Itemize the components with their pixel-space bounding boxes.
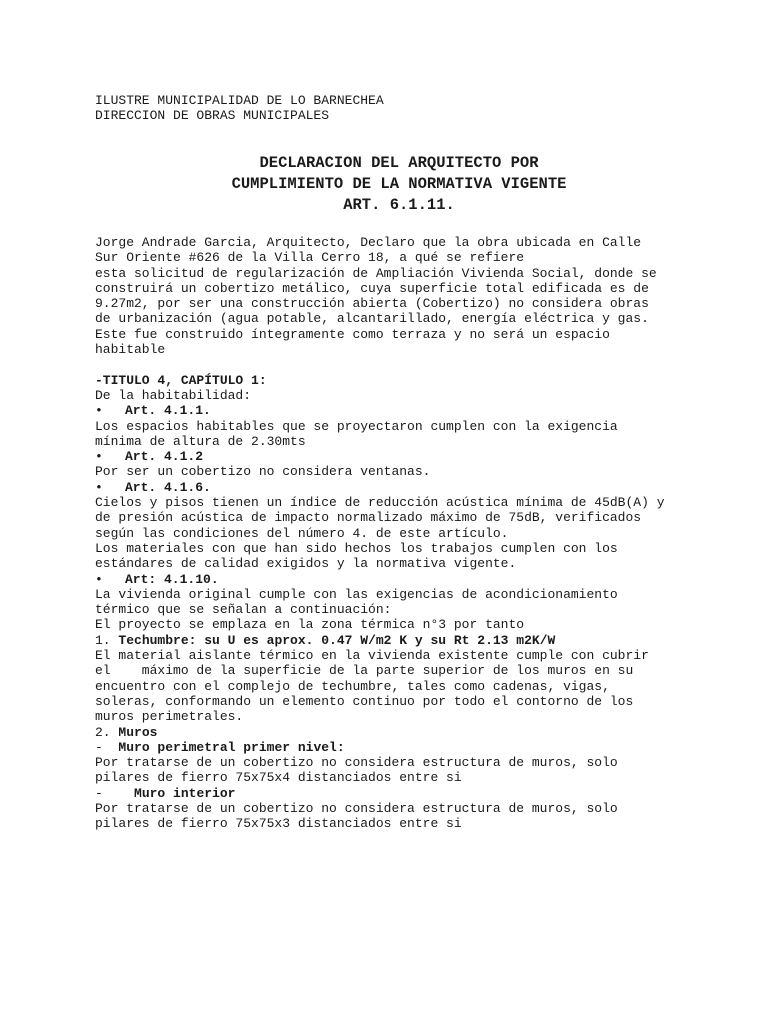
section-subheading: De la habitabilidad: (95, 387, 252, 403)
document-body (95, 235, 685, 832)
article-number: Art. 4.1.6. (125, 479, 211, 495)
article-heading (95, 572, 685, 587)
bullet-icon: • (95, 449, 103, 465)
intro-paragraph (95, 235, 685, 357)
text-line: Por tratarse de un cobertizo no considera estructura de muros, solo (95, 800, 618, 816)
text-line: El material aislante térmico en la vivienda existente cumple con cubrir (95, 648, 649, 664)
article-number: Art. 4.1.1. (125, 403, 211, 419)
text-line: térmico que se señalan a continuación: (95, 602, 392, 618)
department-name: DIRECCION DE OBRAS MUNICIPALES (95, 108, 330, 124)
title-line-3: ART. 6.1.11. (343, 196, 455, 214)
text-line: Este fue construido íntegramente como terraza y no será un espacio (95, 326, 610, 342)
article-heading (95, 480, 685, 495)
item-number: 2. (95, 724, 111, 740)
text-line: Por ser un cobertizo no considera ventanas. (95, 464, 431, 480)
item-label: Muros (118, 724, 158, 740)
text-line: Sur Oriente #626 de la Villa Cerro 18, a qué se refiere (95, 250, 525, 266)
article-heading (95, 403, 685, 418)
numbered-item-heading (95, 725, 685, 740)
article-heading (95, 449, 685, 464)
sub-item-label: Muro perimetral primer nivel: (118, 739, 345, 755)
text-line: mínima de altura de 2.30mts (95, 433, 306, 449)
item-label: Techumbre: su U es aprox. 0.47 W/m2 K y su Rt 2.13 m2K/W (118, 632, 556, 648)
text-line: soleras, conformando un elemento continuo por todo el contorno de los (95, 693, 634, 709)
text-line: habitable (95, 342, 166, 358)
text-line: Jorge Andrade Garcia, Arquitecto, Declaro que la obra ubicada en Calle (95, 235, 642, 250)
sub-item-label: Muro interior (134, 785, 236, 801)
municipality-name: ILUSTRE MUNICIPALIDAD DE LO BARNECHEA (95, 93, 384, 108)
text-line: esta solicitud de regularización de Ampliación Vivienda Social, donde se (95, 265, 657, 281)
section-heading: -TITULO 4, CAPÍTULO 1: (95, 372, 267, 388)
title-line-1: DECLARACION DEL ARQUITECTO POR (259, 154, 539, 172)
text-line: construirá un cobertizo metálico, cuya superficie total edificada es de (95, 280, 649, 296)
dash-marker: - (95, 785, 103, 801)
text-line: 9.27m2, por ser una construcción abierta (Cobertizo) no considera obras (95, 296, 649, 312)
document-header (95, 93, 384, 124)
bullet-icon: • (95, 403, 103, 419)
title-line-2: CUMPLIMIENTO DE LA NORMATIVA VIGENTE (231, 175, 567, 193)
text-line: según las condiciones del número 4. de este artículo. (95, 525, 509, 541)
text-line: Cielos y pisos tienen un índice de reducción acústica mínima de 45dB(A) y (95, 495, 665, 511)
text-line: el máximo de la superficie de la parte superior de los muros en su (95, 663, 634, 679)
bullet-icon: • (95, 479, 103, 495)
text-line: encuentro con el complejo de techumbre, tales como cadenas, vigas, (95, 678, 610, 694)
bullet-icon: • (95, 571, 103, 587)
text-line: Por tratarse de un cobertizo no considera estructura de muros, solo (95, 755, 618, 771)
text-line: pilares de fierro 75x75x4 distanciados entre si (95, 770, 462, 786)
text-line: de urbanización (agua potable, alcantarillado, energía eléctrica y gas. (95, 311, 649, 327)
article-number: Art: 4.1.10. (125, 571, 219, 587)
document-title (0, 153, 768, 216)
sub-item-heading (95, 740, 685, 755)
dash-marker: - (95, 739, 103, 755)
text-line: muros perimetrales. (95, 709, 244, 725)
text-line: estándares de calidad exigidos y la normativa vigente. (95, 556, 517, 572)
text-line: La vivienda original cumple con las exigencias de acondicionamiento (95, 586, 618, 602)
article-number: Art. 4.1.2 (125, 449, 204, 465)
item-number: 1. (95, 632, 111, 648)
text-line: Los espacios habitables que se proyectaron cumplen con la exigencia (95, 418, 618, 434)
text-line: pilares de fierro 75x75x3 distanciados entre si (95, 816, 462, 832)
text-line: Los materiales con que han sido hechos los trabajos cumplen con los (95, 540, 618, 556)
numbered-item-heading (95, 633, 685, 648)
text-line: de presión acústica de impacto normalizado máximo de 75dB, verificados (95, 510, 642, 526)
text-line: El proyecto se emplaza en la zona térmica n°3 por tanto (95, 617, 525, 633)
sub-item-heading (95, 786, 685, 801)
